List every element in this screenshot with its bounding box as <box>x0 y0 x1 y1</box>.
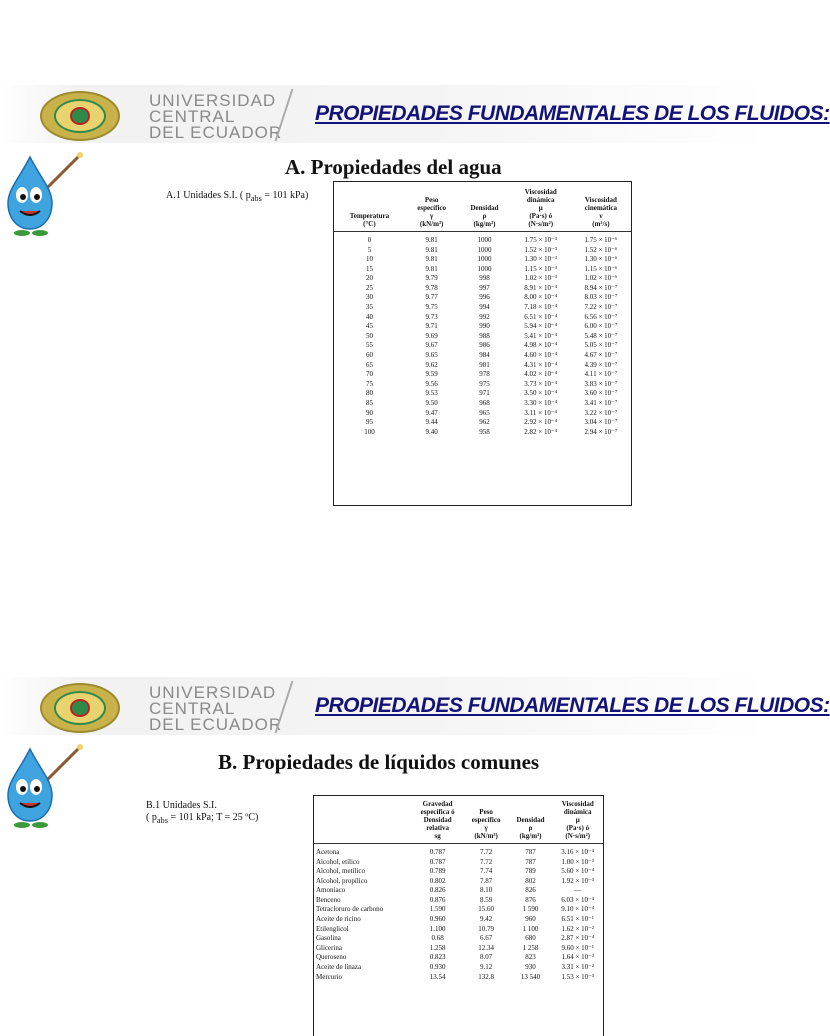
table-cell: 968 <box>479 399 490 407</box>
table-cell: 3.50 × 10⁻⁴ <box>524 389 558 398</box>
table-cell: 8.94 × 10⁻⁷ <box>584 283 618 292</box>
table-cell: 8.91 × 10⁻⁴ <box>524 283 558 292</box>
column-header-line: relativa <box>426 824 449 832</box>
table-cell: 50 <box>365 331 373 340</box>
table-cell: 6.51 × 10⁻¹ <box>561 915 594 924</box>
table-cell: 8.07 <box>479 953 493 962</box>
caption-subscript: abs <box>156 816 168 825</box>
table-cell: 984 <box>479 351 490 360</box>
table-row <box>314 867 603 877</box>
caption-line-2 <box>146 812 258 827</box>
table-cell: 45 <box>365 322 373 331</box>
table-cell: 5.41 × 10⁻⁴ <box>524 331 558 340</box>
table-cell: 5.60 × 10⁻⁴ <box>561 867 595 876</box>
column-header-line: específico <box>471 816 501 824</box>
column-header-line: (kg/m³) <box>473 220 496 228</box>
table-cell: 962 <box>479 418 490 427</box>
table-row <box>334 380 631 390</box>
table-cell: 960 <box>525 915 536 924</box>
table-cell: 0.876 <box>429 895 446 904</box>
column-header-line: ρ <box>482 212 487 220</box>
table-cell: 70 <box>365 370 373 379</box>
column-header-line: (kg/m³) <box>519 832 542 840</box>
table-cell: 4.98 × 10⁻⁴ <box>524 341 558 350</box>
column-header-line: (m²/s) <box>592 220 610 228</box>
table-row <box>314 858 603 868</box>
column-header-line: Peso <box>424 196 439 204</box>
table-row <box>314 896 603 906</box>
table-cell: 1 100 <box>522 924 539 933</box>
table-cell: 9.77 <box>425 293 438 302</box>
table-cell: 9.81 <box>425 235 438 244</box>
table-cell: 9.67 <box>425 341 438 350</box>
table-cell: 8.03 × 10⁻⁷ <box>584 293 618 302</box>
table-cell: 994 <box>479 303 490 312</box>
table-cell: 1 590 <box>522 905 539 914</box>
table-cell: 978 <box>479 370 490 379</box>
table-cell: 30 <box>365 293 373 302</box>
university-name <box>149 93 282 141</box>
university-line-1: UNIVERSIDAD <box>149 683 277 702</box>
table-row <box>314 963 603 973</box>
table-cell: Mercurio <box>316 972 343 981</box>
seal-emblem <box>70 699 90 717</box>
table-cell: 90 <box>365 408 373 417</box>
table-cell: Glicerina <box>316 943 343 952</box>
column-header-line: Densidad <box>516 816 545 824</box>
table-row <box>314 973 603 983</box>
table-cell: 100 <box>364 427 375 436</box>
table-cell: 10.79 <box>478 924 494 933</box>
seal-ring <box>54 99 106 133</box>
column-header <box>458 188 510 232</box>
table-cell: 9.69 <box>425 331 438 340</box>
table-row <box>334 255 631 265</box>
column-header <box>334 188 405 232</box>
header-title: PROPIEDADES FUNDAMENTALES DE LOS FLUIDOS: <box>315 694 830 717</box>
table-cell: 2.82 × 10⁻⁴ <box>524 427 558 436</box>
table-row <box>334 232 631 246</box>
table-row <box>334 284 631 294</box>
table-row <box>314 886 603 896</box>
table-cell: 4.39 × 10⁻⁷ <box>584 360 618 369</box>
table-cell: 13 540 <box>520 972 541 981</box>
table-cell: 1.52 × 10⁻⁶ <box>584 245 618 254</box>
table-cell: 1.00 × 10⁻³ <box>561 857 594 866</box>
table-cell: 0.826 <box>429 886 446 895</box>
table-cell: 9.59 <box>425 370 438 379</box>
table-cell: 802 <box>525 876 536 885</box>
column-header-line: (N·s/m²) <box>565 832 591 840</box>
table-cell: 12.34 <box>478 943 494 952</box>
section-title: A. Propiedades del agua <box>285 155 502 179</box>
table-cell: Alcohol, etílico <box>316 857 360 866</box>
column-header <box>412 800 464 844</box>
table-cell: 1.15 × 10⁻⁶ <box>584 264 618 273</box>
table-cell: 1.62 × 10⁻² <box>561 924 594 933</box>
table-row <box>334 265 631 275</box>
table-cell: 990 <box>479 322 490 331</box>
column-header-line: (Pa·s) ó <box>529 212 553 220</box>
section-title: B. Propiedades de líquidos comunes <box>218 750 540 774</box>
slide-a <box>0 85 830 520</box>
table-cell: 75 <box>365 379 373 388</box>
table-cell: 7.22 × 10⁻⁷ <box>584 303 618 312</box>
table-cell: 1000 <box>477 255 492 264</box>
table-row <box>334 351 631 361</box>
table-cell: 1.02 × 10⁻⁶ <box>584 274 618 283</box>
table-cell: 9.78 <box>425 283 438 292</box>
table-cell: Tetracloruro de carbono <box>316 905 384 914</box>
table-cell: 8.59 <box>479 895 493 904</box>
table-cell: 680 <box>525 934 536 943</box>
table-cell: 0.823 <box>429 953 446 962</box>
table-cell: 986 <box>479 341 490 350</box>
table-cell: 930 <box>525 963 536 972</box>
table-cell: 3.60 × 10⁻⁷ <box>584 389 618 398</box>
table-cell: 1.30 × 10⁻³ <box>524 255 557 264</box>
column-header-line: específico <box>417 204 446 212</box>
seal-ring <box>54 691 106 725</box>
column-header-line: ν <box>599 212 603 220</box>
table-cell: 10 <box>365 255 373 264</box>
caption-text: ( p <box>146 812 157 823</box>
column-header-line: γ <box>429 212 434 220</box>
table-row <box>334 341 631 351</box>
column-header-line: cinemática <box>584 204 618 212</box>
table-cell: 787 <box>525 847 536 856</box>
table-cell: 4.67 × 10⁻⁷ <box>584 351 618 360</box>
table-row <box>334 418 631 428</box>
table-cell: 998 <box>479 274 490 283</box>
table-cell: 3.04 × 10⁻⁷ <box>584 418 618 427</box>
table-cell: 1.75 × 10⁻³ <box>524 235 557 244</box>
column-header <box>571 188 631 232</box>
table-cell: 9.62 <box>425 360 438 369</box>
table-cell: 0.787 <box>429 847 446 856</box>
column-header <box>464 800 509 844</box>
table-cell: 9.12 <box>479 963 493 972</box>
column-header-line: dinámica <box>563 808 592 816</box>
table-cell: 15.60 <box>478 905 494 914</box>
table-cell: 9.81 <box>425 264 438 273</box>
table-cell: 85 <box>365 399 373 407</box>
table-row <box>334 409 631 419</box>
table-cell: 9.81 <box>425 245 438 254</box>
table-cell: 2.92 × 10⁻⁴ <box>524 418 558 427</box>
table-cell: Gasolina <box>316 934 341 943</box>
table-cell: 9.79 <box>425 274 438 283</box>
column-header-line: Viscosidad <box>584 196 617 204</box>
column-header-line: (Pa·s) ó <box>566 824 590 832</box>
table-cell: 1.53 × 10⁻³ <box>561 972 594 981</box>
column-header-line: Viscosidad <box>561 800 594 808</box>
table-cell: 0.789 <box>429 867 446 876</box>
table-cell: 9.60 × 10⁻¹ <box>561 943 594 952</box>
column-header-line: Peso <box>479 808 493 816</box>
table-cell: 6.51 × 10⁻⁴ <box>524 312 558 321</box>
table-cell: 965 <box>479 408 490 417</box>
table-cell: 35 <box>365 303 373 312</box>
table-cell: 4.11 × 10⁻⁷ <box>584 370 618 379</box>
table-cell: 1.52 × 10⁻³ <box>524 245 557 254</box>
table-cell: 9.40 <box>425 427 438 436</box>
table-cell: 981 <box>479 360 490 369</box>
table-cell: 8.00 × 10⁻⁴ <box>524 293 558 302</box>
table-cell: 988 <box>479 331 490 340</box>
table-cell: 5.05 × 10⁻⁷ <box>584 341 618 350</box>
table-row <box>314 905 603 915</box>
header-title: PROPIEDADES FUNDAMENTALES DE LOS FLUIDOS: <box>315 102 830 125</box>
table-cell: 826 <box>525 886 536 895</box>
table-cell: 7.87 <box>479 876 493 885</box>
table-cell: 1.590 <box>429 905 446 914</box>
table-cell: 5.48 × 10⁻⁷ <box>584 331 618 340</box>
table-cell: 0.930 <box>429 963 446 972</box>
table-cell: 15 <box>365 264 373 273</box>
table-cell: 876 <box>525 895 536 904</box>
table-cell: Amoniaco <box>316 886 346 895</box>
table-cell: 1.258 <box>429 943 446 952</box>
table-cell: 0.68 <box>431 934 444 943</box>
table-cell: 4.02 × 10⁻⁴ <box>524 370 558 379</box>
table-row <box>334 428 631 438</box>
table-cell: 5.94 × 10⁻⁴ <box>524 322 558 331</box>
table-cell: 4.31 × 10⁻⁴ <box>524 360 558 369</box>
university-line-3: DEL ECUADOR <box>149 123 283 142</box>
table-cell: 9.73 <box>425 312 438 321</box>
table-cell: 1.75 × 10⁻⁶ <box>584 235 618 244</box>
table-cell: 996 <box>479 293 490 302</box>
table-cell: 0.802 <box>429 876 446 885</box>
table-cell: 95 <box>365 418 373 427</box>
column-header <box>511 188 571 232</box>
table-cell: 9.81 <box>425 255 438 264</box>
table-cell: 1.02 × 10⁻³ <box>524 274 557 283</box>
table-row <box>314 925 603 935</box>
table-cell: 9.47 <box>425 408 438 417</box>
table-cell: 1.15 × 10⁻³ <box>524 264 557 273</box>
table-cell: 0.787 <box>429 857 446 866</box>
table-cell: 9.71 <box>425 322 438 331</box>
table-cell: 1000 <box>477 245 492 254</box>
water-drop-mascot-icon <box>0 147 90 237</box>
table-cell: 958 <box>479 427 490 436</box>
table-cell: 9.53 <box>425 389 438 398</box>
table-cell: Alcohol, propílico <box>316 876 368 885</box>
header-banner <box>0 85 830 143</box>
column-header-line: sg <box>434 832 441 840</box>
table-row <box>334 313 631 323</box>
table-cell: 6.56 × 10⁻⁷ <box>584 312 618 321</box>
table-cell: Aceite de linaza <box>316 963 362 972</box>
table-cell: 4.60 × 10⁻⁴ <box>524 351 558 360</box>
column-header-line: μ <box>538 204 543 212</box>
table-cell: — <box>574 886 582 895</box>
table-cell: 25 <box>365 283 373 292</box>
column-header-line: Gravedad <box>422 800 453 808</box>
caption-subscript: abs <box>250 194 262 203</box>
table-cell: 6.03 × 10⁻⁴ <box>561 895 595 904</box>
table-cell: 55 <box>365 341 373 350</box>
table-row <box>314 844 603 858</box>
table-cell: 6.00 × 10⁻⁷ <box>584 322 618 331</box>
column-header-line: Temperatura <box>349 212 390 220</box>
water-drop-mascot-icon <box>0 739 90 829</box>
table-row <box>334 361 631 371</box>
column-header-line: dinámica <box>526 196 555 204</box>
header-banner <box>0 677 830 735</box>
table-cell: 2.87 × 10⁻⁴ <box>561 934 595 943</box>
column-header-line: Densidad <box>423 816 452 824</box>
table-caption <box>146 800 258 827</box>
university-line-3: DEL ECUADOR <box>149 715 283 734</box>
table-cell: 9.50 <box>425 399 438 407</box>
table-cell: 13.54 <box>429 972 446 981</box>
caption-line-1: B.1 Unidades S.I. <box>146 800 217 811</box>
table-row <box>334 370 631 380</box>
table-cell: 9.10 × 10⁻⁴ <box>561 905 595 914</box>
table-cell: 1.92 × 10⁻³ <box>561 876 594 885</box>
table-cell: 975 <box>479 379 490 388</box>
table-cell: 787 <box>525 857 536 866</box>
table-cell: 40 <box>365 312 373 321</box>
table-cell: 80 <box>365 389 373 398</box>
table-cell: 9.56 <box>425 379 438 388</box>
table-row <box>334 303 631 313</box>
table-row <box>334 293 631 303</box>
table-cell: 3.41 × 10⁻⁷ <box>584 399 618 407</box>
university-seal-logo <box>40 91 120 141</box>
column-header-line: (N·s/m²) <box>528 220 554 228</box>
university-line-1: UNIVERSIDAD <box>149 91 277 110</box>
seal-emblem <box>70 107 90 125</box>
table-cell: 7.18 × 10⁻⁴ <box>524 303 558 312</box>
table-cell: 3.22 × 10⁻⁷ <box>584 408 618 417</box>
column-header-line: (kN/m³) <box>474 832 498 840</box>
university-line-2: CENTRAL <box>149 107 236 126</box>
table-row <box>334 274 631 284</box>
university-name <box>149 685 282 733</box>
table-cell: 3.30 × 10⁻⁴ <box>524 399 558 407</box>
column-header-line: (°C) <box>363 220 376 228</box>
table-row <box>334 332 631 342</box>
table-row <box>314 944 603 954</box>
university-seal-logo <box>40 683 120 733</box>
column-header <box>552 800 603 844</box>
caption-tail: = 101 kPa) <box>261 190 309 201</box>
university-line-2: CENTRAL <box>149 699 236 718</box>
table-row <box>334 389 631 399</box>
table-cell: 9.44 <box>425 418 438 427</box>
column-header-line: (kN/m³) <box>419 220 444 228</box>
table-cell: 9.75 <box>425 303 438 312</box>
table-cell: 789 <box>525 867 536 876</box>
table-row <box>334 399 631 409</box>
column-header-line: μ <box>575 816 580 824</box>
table-cell: 0 <box>367 235 372 244</box>
table-cell: 3.83 × 10⁻⁷ <box>584 379 618 388</box>
table-cell: 1.100 <box>429 924 446 933</box>
table-cell: 823 <box>525 953 536 962</box>
table-cell: Acetona <box>316 847 340 856</box>
column-header <box>405 188 459 232</box>
table-cell: 0.960 <box>429 915 446 924</box>
table-cell: 2.94 × 10⁻⁷ <box>584 427 618 436</box>
table-cell: Queroseno <box>316 953 347 962</box>
table-cell: Aceite de ricino <box>316 915 361 924</box>
liquids-properties-table <box>313 795 604 1036</box>
table-cell: 992 <box>479 312 490 321</box>
table-cell: 3.73 × 10⁻⁴ <box>524 379 558 388</box>
table-cell: 3.16 × 10⁻⁴ <box>561 847 595 856</box>
water-properties-table <box>333 181 632 506</box>
table-cell: 1.30 × 10⁻⁶ <box>584 255 618 264</box>
table-cell: 65 <box>365 360 373 369</box>
column-header-line: específica ó <box>420 808 455 816</box>
table-cell: 9.65 <box>425 351 438 360</box>
table-cell: 971 <box>479 389 490 398</box>
column-header-line: Densidad <box>470 204 499 212</box>
table-cell: 7.72 <box>479 857 493 866</box>
table-cell: 1000 <box>477 235 492 244</box>
table-caption <box>166 190 308 205</box>
table-row <box>314 877 603 887</box>
column-header-line: γ <box>484 824 488 832</box>
table-cell: 60 <box>365 351 373 360</box>
table-cell: Etilenglicol <box>316 924 349 933</box>
caption-tail: = 101 kPa; T = 25 ºC) <box>167 812 259 823</box>
table-cell: 7.74 <box>479 867 493 876</box>
column-header-line: Viscosidad <box>524 188 557 196</box>
column-header-line: ρ <box>528 824 533 832</box>
table-cell: 3.31 × 10⁻² <box>561 963 594 972</box>
table-cell: 8.10 <box>479 886 493 895</box>
table-cell: 132.8 <box>478 972 494 981</box>
table-cell: 997 <box>479 283 490 292</box>
table-cell: Alcohol, metílico <box>316 867 365 876</box>
table-row <box>314 934 603 944</box>
column-header <box>314 800 412 844</box>
table-cell: 9.42 <box>479 915 493 924</box>
caption-text: A.1 Unidades S.I. ( p <box>166 190 251 201</box>
table-row <box>334 246 631 256</box>
table-cell: 3.11 × 10⁻⁴ <box>524 408 557 417</box>
table-row <box>314 915 603 925</box>
table-cell: 7.72 <box>479 847 493 856</box>
table-cell: 1.64 × 10⁻³ <box>561 953 594 962</box>
table-cell: 1000 <box>477 264 492 273</box>
table-cell: 6.67 <box>479 934 493 943</box>
table-cell: 5 <box>367 245 372 254</box>
table-cell: Benceno <box>316 895 341 904</box>
table-cell: 1 258 <box>522 943 539 952</box>
column-header <box>509 800 553 844</box>
slide-b <box>0 677 830 1024</box>
table-cell: 20 <box>365 274 373 283</box>
table-row <box>334 322 631 332</box>
table-row <box>314 953 603 963</box>
